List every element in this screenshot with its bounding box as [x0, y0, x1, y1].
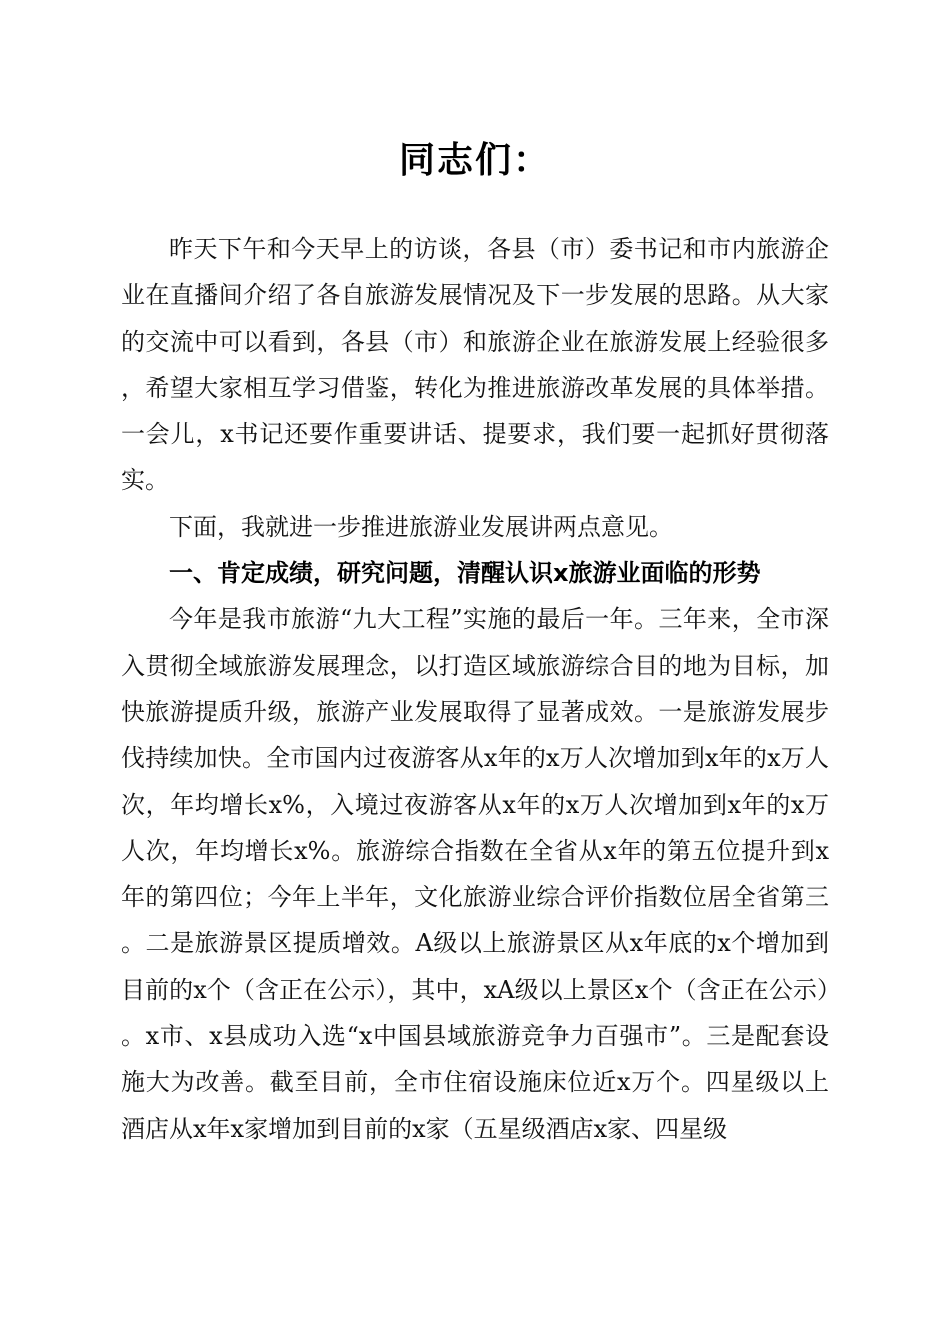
document-body — [121, 226, 829, 1152]
document-title: 同志们： — [398, 139, 551, 181]
paragraph-intro: 昨天下午和今天早上的访谈，各县（市）委书记和市内旅游企业在直播间介绍了各自旅游发展情况及下一步发展的思路。从大家的交流中可以看到，各县（市）和旅游企业在旅游发展上经验很多，希望大家相互学习借鉴，转化为推进旅游改革发展的具体举措。一会儿，x书记还要作重要讲话、提要求，我们要一起抓好贯彻落实。 — [121, 235, 829, 495]
paragraph-achievements: 今年是我市旅游“九大工程”实施的最后一年。三年来，全市深入贯彻全域旅游发展理念，以打造区域旅游综合目的地为目标，加快旅游提质升级，旅游产业发展取得了显著成效。一是旅游发展步伐持续加快。全市国内过夜游客从x年的x万人次增加到x年的x万人次，年均增长x%，入境过夜游客从x年的x万人次增加到x年的x万人次，年均增长x%。旅游综合指数在全省从x年的第五位提升到x年的第四位；今年上半年，文化旅游业综合评价指数位居全省第三。二是旅游景区提质增效。A级以上旅游景区从x年底的x个增加到目前的x个（含正在公示），其中，xA级以上景区x个（含正在公示）。x市、x县成功入选“x中国县域旅游竞争力百强市”。三是配套设施大为改善。截至目前，全市住宿设施床位近x万个。四星级以上酒店从x年x家增加到目前的x家（五星级酒店x家、四星级 — [121, 605, 829, 1143]
paragraph-transition: 下面，我就进一步推进旅游业发展讲两点意见。 — [169, 512, 673, 541]
section-heading-1: 一、肯定成绩，研究问题，清醒认识x旅游业面临的形势 — [169, 559, 761, 588]
